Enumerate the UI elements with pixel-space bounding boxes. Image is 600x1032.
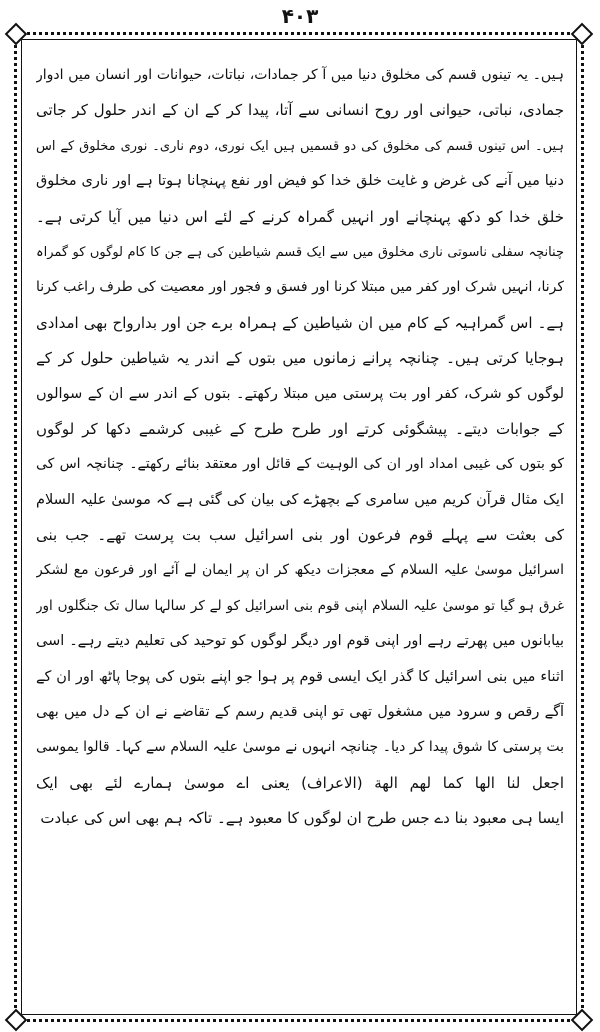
text-line: اجعل لنا الها کما لهم الهة (الاعراف) یعنی اے موسیٰ ہمارے لئے بھی ایک: [36, 773, 564, 792]
text-line: بیابانوں میں پھرتے رہے اور اپنی قوم اور دیگر لوگوں کو توحید کی تعلیم دیتے رہے۔ اسی: [36, 633, 564, 650]
page-text-body: [36, 58, 564, 1018]
text-line: چنانچہ سفلی ناسوتی ناری مخلوق میں سے ایک قسم شیاطین کی ہے جن کا کام لوگوں کو گمراہ: [36, 244, 564, 260]
text-line: ہے۔ اس گمراہیہ کے کام میں ان شیاطین کے ہمراہ برے جن اور بدارواح بھی امدادی: [36, 313, 564, 332]
text-line: ایک مثال قرآن کریم میں سامری کے بچھڑے کی بیان کی گئی ہے کہ موسیٰ علیہ السلام: [36, 491, 564, 508]
text-line: غرق ہو گیا تو موسیٰ علیہ السلام اپنی قوم بنی اسرائیل کو لے کر سالہا سال تک جنگلوں اور: [36, 597, 564, 614]
page-number: ۴۰۳: [281, 4, 319, 28]
text-line: جمادی، نباتی، حیوانی اور روح انسانی سے آتا، پیدا کر کے ان کے اندر حلول کر جاتی: [36, 101, 564, 120]
text-line: ہیں۔ اس تینوں قسم کی مخلوق کی دو قسمیں ہیں ایک نوری، دوم ناری۔ نوری مخلوق کے اس: [36, 138, 564, 154]
text-line: کی بعثت سے پہلے قوم فرعون اور بنی اسرائیل سب بت پرست تھے۔ جب بنی: [36, 526, 564, 545]
text-line: ہوجایا کرتی ہیں۔ چنانچہ پرانے زمانوں میں بتوں کے اندر یہ شیاطین حلول کر کے: [36, 349, 564, 368]
text-line: کے جوابات دیتے۔ پیشگوئی کرتے اور طرح طرح کے غیبی کرشمے دکھا کر لوگوں: [36, 419, 564, 438]
text-line: خلق خدا کو دکھ پہنچانے اور انہیں گمراہ کرنے کے لئے اس دنیا میں آیا کرتی ہے۔: [36, 207, 564, 226]
text-line: کو بتوں کی غیبی امداد اور ان کی الوہیت کے قائل اور معتقد بنائے رکھتے۔ چنانچہ اس کی: [36, 456, 564, 473]
text-line: کرنا، انہیں شرک اور کفر میں مبتلا کرنا اور فسق و فجور اور معصیت کی طرف راغب کرنا: [36, 279, 564, 296]
text-line: دنیا میں آنے کی غرض و غایت خلق خدا کو فیض اور نفع پہنچانا ہوتا ہے اور ناری مخلوق: [36, 173, 564, 190]
text-line: ہیں۔ یہ تینوں قسم کی مخلوق دنیا میں آ کر جمادات، نباتات، حیوانات اور انسان میں ادوار: [36, 67, 564, 83]
text-line: اسرائیل موسیٰ علیہ السلام کے معجزات دیکھ کر ان پر ایمان لے آئے اور فرعون مع لشکر: [36, 562, 564, 579]
text-line: بت پرستی کا شوق پیدا کر دیا۔ چنانچہ انہوں نے موسیٰ علیہ السلام سے کہا۔ قالوا یموسی: [36, 739, 564, 756]
text-line: آگے رقص و سرود میں مشغول تھی تو اپنی قدیم رسم کے تقاضے نے ان کے دل میں بھی: [36, 704, 564, 721]
text-line: اثناء میں بنی اسرائیل کا گذر ایک ایسی قوم پر ہوا جو اپنے بتوں کی پوجا پاٹھ اور ان کے: [36, 668, 564, 685]
text-line: لوگوں کو شرک، کفر اور بت پرستی میں مبتلا رکھتے۔ بتوں کے اندر سے ان کے سوالوں: [36, 385, 564, 402]
text-line: ایسا ہی معبود بنا دے جس طرح ان لوگوں کا معبود ہے۔ تاکہ ہم بھی اس کی عبادت: [40, 809, 564, 828]
